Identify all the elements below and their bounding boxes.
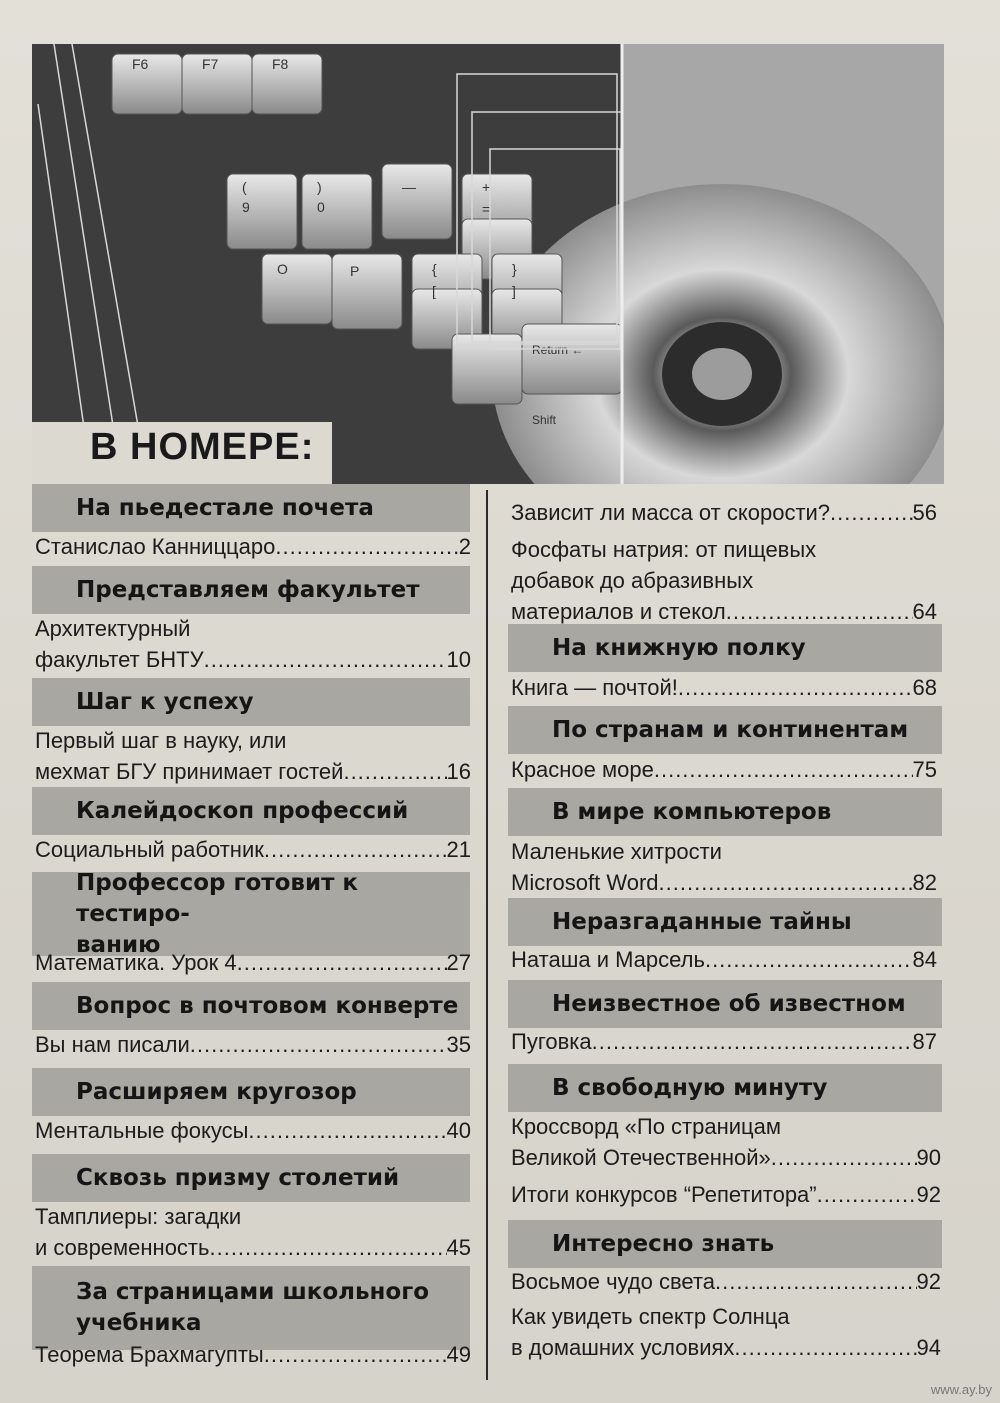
leader-dots — [264, 1339, 447, 1370]
entry-title: Станислао Канниццаро — [35, 534, 276, 559]
section-heading — [32, 869, 470, 958]
contents-entry[interactable] — [35, 613, 471, 675]
entry-title: Теорема Брахмагупты — [35, 1342, 264, 1367]
issue-title-box — [32, 422, 332, 484]
key-label: Return ← — [532, 343, 584, 357]
leader-dots — [659, 867, 913, 898]
page-number: 68 — [912, 675, 937, 700]
key-label: + — [482, 179, 491, 195]
key-label: 9 — [242, 199, 250, 215]
section-heading: Сквозь призму столетий — [32, 1154, 470, 1202]
contents-entry[interactable] — [511, 1026, 937, 1057]
section-heading: Вопрос в почтовом конверте — [32, 982, 470, 1030]
contents-entry[interactable] — [511, 836, 937, 898]
leader-dots — [734, 1332, 916, 1363]
entry-title: Восьмое чудо света — [511, 1269, 716, 1294]
contents-entry[interactable] — [511, 944, 937, 975]
section-heading-line: Профессор готовит к тестиро- — [76, 869, 359, 927]
section-heading: На пьедестале почета — [32, 484, 470, 532]
page-number: 92 — [916, 1182, 941, 1207]
page-number: 27 — [446, 950, 471, 975]
leader-dots — [209, 1232, 446, 1263]
entry-title: Пуговка — [511, 1029, 592, 1054]
page-number: 64 — [912, 599, 937, 624]
entry-title: Ментальные фокусы — [35, 1118, 249, 1143]
key-label: Shift — [532, 413, 557, 427]
keyboard-key — [332, 254, 402, 329]
entry-title: Тамплиеры: загадки — [35, 1204, 242, 1229]
key-label: F7 — [202, 56, 219, 72]
contents-entry[interactable] — [511, 1266, 941, 1297]
page-number: 35 — [446, 1032, 471, 1057]
section-heading: Шаг к успеху — [32, 678, 470, 726]
key-label: { — [432, 261, 437, 277]
keyboard-key — [382, 164, 452, 239]
section-heading: Расширяем кругозор — [32, 1068, 470, 1116]
page-number: 16 — [446, 759, 471, 784]
key-label: ] — [512, 283, 516, 299]
key-label: F8 — [272, 56, 289, 72]
watermark: www.ay.by — [930, 1382, 992, 1397]
contents-entry[interactable] — [35, 834, 471, 865]
leader-dots — [726, 596, 913, 627]
section-heading: Калейдоскоп профессий — [32, 787, 470, 835]
key-label: = — [482, 201, 491, 217]
leader-dots — [705, 944, 913, 975]
section-heading: По странам и континентам — [508, 706, 942, 754]
leader-dots — [771, 1142, 917, 1173]
entry-title: Наташа и Марсель — [511, 947, 705, 972]
leader-dots — [715, 1266, 917, 1297]
column-divider — [486, 490, 488, 1380]
key-label: P — [350, 263, 360, 279]
entry-title: Фосфаты натрия: от пищевых — [511, 537, 817, 562]
entry-title: Зависит ли масса от скорости? — [511, 500, 831, 525]
section-heading: На книжную полку — [508, 624, 942, 672]
contents-entry[interactable] — [511, 497, 937, 528]
contents-entry[interactable] — [35, 725, 471, 787]
page-number: 75 — [912, 757, 937, 782]
contents-entry[interactable] — [511, 754, 937, 785]
entry-title: Книга — почтой! — [511, 675, 678, 700]
leader-dots — [237, 947, 447, 978]
key-label: 0 — [317, 199, 325, 215]
keyboard-key — [302, 174, 372, 249]
section-heading-line: учебника — [76, 1310, 202, 1336]
page-number: 84 — [912, 947, 937, 972]
contents-entry[interactable] — [35, 1115, 471, 1146]
entry-title: Microsoft Word — [511, 870, 659, 895]
leader-dots — [204, 644, 447, 675]
leader-dots — [190, 1029, 447, 1060]
entry-title: Итоги конкурсов “Репетитора” — [511, 1182, 817, 1207]
entry-title: Вы нам писали — [35, 1032, 190, 1057]
key-label: ( — [242, 179, 247, 195]
leader-dots — [275, 531, 458, 562]
key-label: [ — [432, 283, 436, 299]
page-number: 2 — [458, 534, 471, 559]
leader-dots — [264, 834, 447, 865]
entry-title: Социальный работник — [35, 837, 264, 862]
entry-title: в домашних условиях — [511, 1335, 735, 1360]
section-heading: В свободную минуту — [508, 1064, 942, 1112]
page-number: 94 — [916, 1335, 941, 1360]
entry-title: мехмат БГУ принимает гостей — [35, 759, 344, 784]
keyboard-key — [262, 254, 332, 324]
entry-title: Красное море — [511, 757, 654, 782]
entry-title: добавок до абразивных — [511, 568, 754, 593]
leader-dots — [678, 672, 913, 703]
entry-title: Великой Отечественной» — [511, 1145, 771, 1170]
entry-title: Маленькие хитрости — [511, 839, 722, 864]
page-number: 45 — [446, 1235, 471, 1260]
leader-dots — [817, 1179, 917, 1210]
entry-title: Математика. Урок 4 — [35, 950, 237, 975]
key-label: ) — [317, 179, 322, 195]
section-heading: Неразгаданные тайны — [508, 898, 942, 946]
contents-entry[interactable] — [35, 1339, 471, 1370]
contents-entry[interactable] — [35, 531, 471, 562]
contents-entry[interactable] — [35, 1201, 471, 1263]
keyboard-key — [227, 174, 297, 249]
entry-title: и современность — [35, 1235, 210, 1260]
page-number: 82 — [912, 870, 937, 895]
page-number: 10 — [446, 647, 471, 672]
page-number: 21 — [446, 837, 471, 862]
page-number: 87 — [912, 1029, 937, 1054]
leader-dots — [248, 1115, 446, 1146]
contents-entry[interactable] — [511, 672, 937, 703]
page-number: 90 — [916, 1145, 941, 1170]
entry-title: Архитектурный — [35, 616, 191, 641]
contents-entry[interactable] — [511, 534, 937, 627]
page-number: 56 — [912, 500, 937, 525]
keyboard-cd-illustration — [32, 44, 944, 484]
contents-entry[interactable] — [511, 1179, 941, 1210]
key-label: O — [277, 261, 288, 277]
page-number: 49 — [446, 1342, 471, 1367]
leader-dots — [343, 756, 446, 787]
issue-title: В НОМЕРЕ: — [90, 426, 315, 468]
section-heading: В мире компьютеров — [508, 788, 942, 836]
section-heading — [32, 1266, 470, 1350]
entry-title: Кроссворд «По страницам — [511, 1114, 781, 1139]
page-number: 40 — [446, 1118, 471, 1143]
contents-entry[interactable] — [35, 947, 471, 978]
entry-title: материалов и стекол — [511, 599, 726, 624]
section-heading: Представляем факультет — [32, 566, 470, 614]
key-label: — — [402, 179, 416, 195]
entry-title: Первый шаг в науку, или — [35, 728, 287, 753]
contents-entry[interactable] — [35, 1029, 471, 1060]
leader-dots — [592, 1026, 913, 1057]
key-label: } — [512, 261, 517, 277]
keyboard-key — [522, 324, 622, 394]
section-heading: Неизвестное об известном — [508, 980, 942, 1028]
section-heading-line: За страницами школьного — [76, 1279, 430, 1305]
contents-entry[interactable] — [511, 1111, 941, 1173]
section-heading: Интересно знать — [508, 1220, 942, 1268]
contents-entry[interactable] — [511, 1301, 941, 1363]
key-label: F6 — [132, 56, 149, 72]
section-heading-line: ванию — [76, 931, 161, 958]
page-number: 92 — [916, 1269, 941, 1294]
leader-dots — [654, 754, 913, 785]
leader-dots — [830, 497, 912, 528]
header-photo — [32, 44, 944, 484]
entry-title: Как увидеть спектр Солнца — [511, 1304, 790, 1329]
entry-title: факультет БНТУ — [35, 647, 204, 672]
